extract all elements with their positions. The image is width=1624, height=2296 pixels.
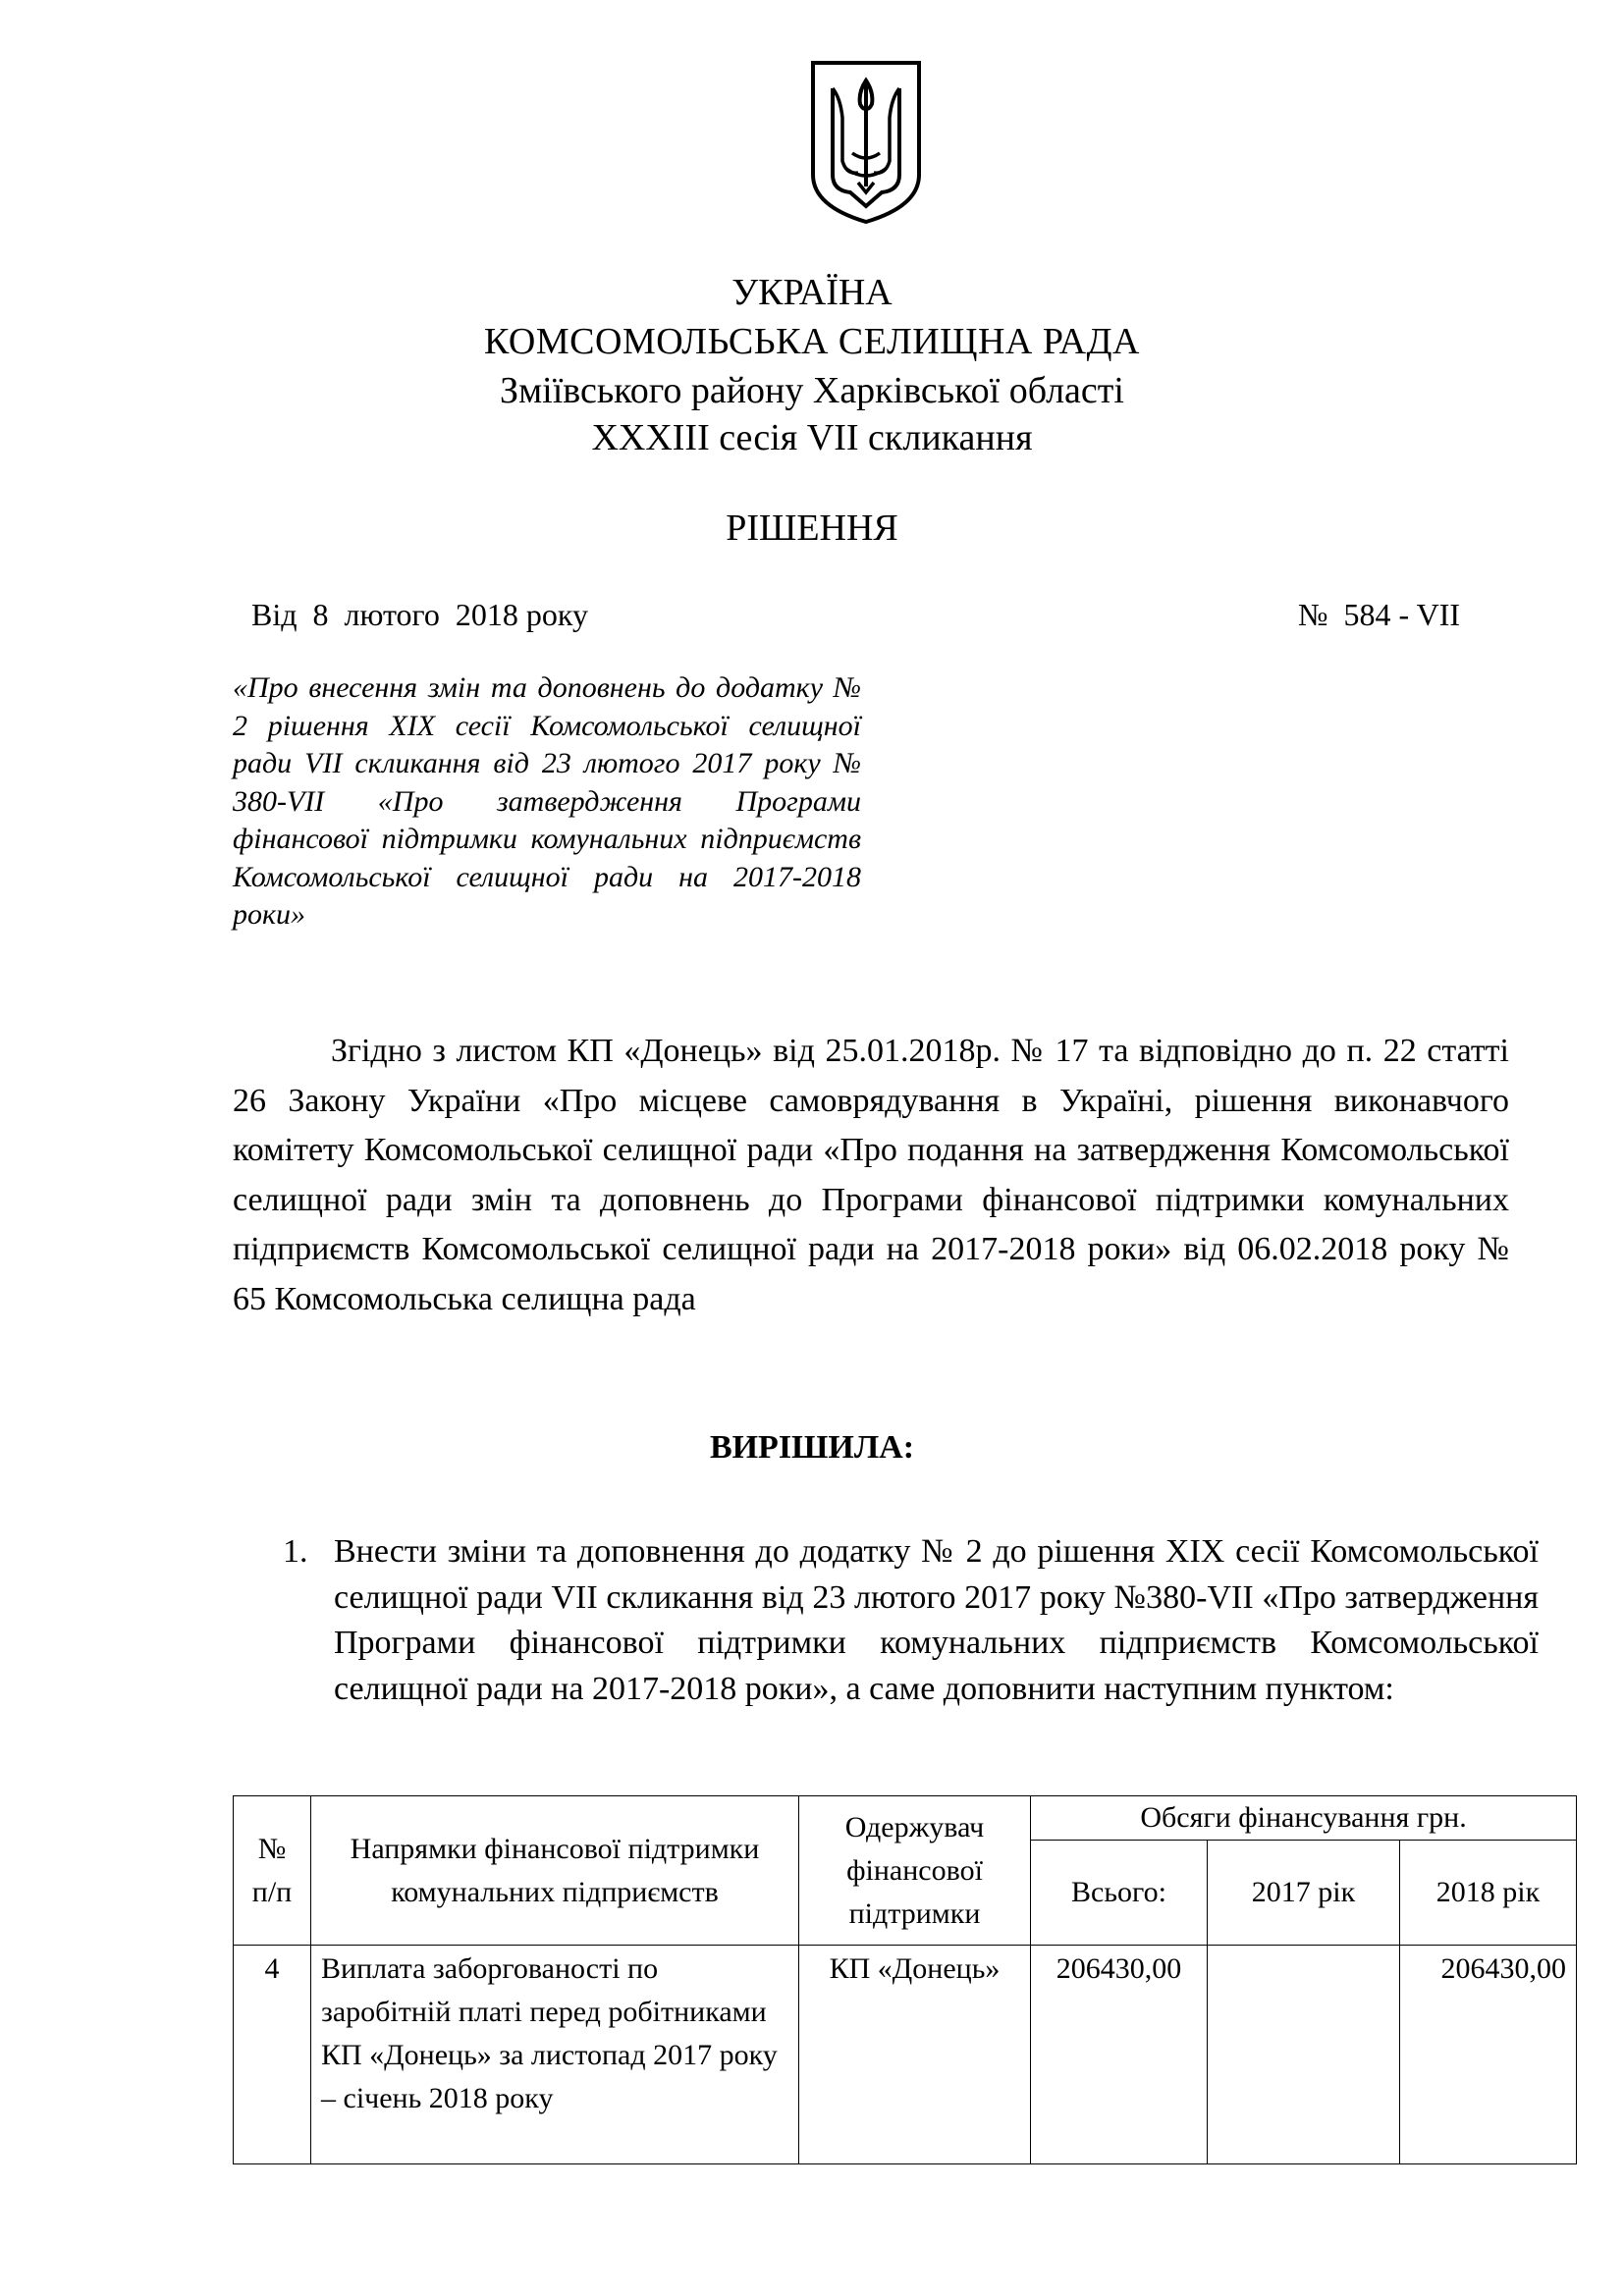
decision-number: № 584 - VII xyxy=(1298,597,1461,632)
header-direction: Напрямки фінансової підтримки комунальних підприємств xyxy=(311,1796,799,1946)
country-title: УКРАЇНА xyxy=(731,272,893,313)
coat-of-arms-emblem xyxy=(807,59,925,226)
header-2018: 2018 рік xyxy=(1400,1841,1577,1946)
header-volumes: Обсяги фінансування грн. xyxy=(1031,1796,1577,1841)
council-title: КОМСОМОЛЬСЬКА СЕЛИЩНА РАДА xyxy=(484,321,1140,362)
table-row xyxy=(234,1946,1577,2164)
basis-paragraph: Згідно з листом КП «Донець» від 25.01.2018р. № 17 та відповідно до п. 22 статті 26 Закону України «Про місцеве самоврядування в Україні, рішення виконавчого комітету Комсомольської селищної ради «Про подання на затвердження Комсомольської селищної ради змін та доповнень до Програми фінансової підтримки комунальних підприємств Комсомольської селищної ради на 2017-2018 роки» від 06.02.2018 року № 65 Комсомольська селищна рада xyxy=(233,1033,1509,1317)
document-type: РІШЕННЯ xyxy=(726,507,898,549)
table-header-row xyxy=(234,1796,1577,1841)
cell-total: 206430,00 xyxy=(1031,1946,1208,2164)
header-num: № п/п xyxy=(234,1796,311,1946)
cell-2018: 206430,00 xyxy=(1400,1946,1577,2164)
decision-subject: «Про внесення змін та доповнень до додатку № 2 рішення XIX сесії Комсомольської селищної ради VII скликання від 23 лютого 2017 року № 380-VII «Про затвердження Програми фінансової підтримки комунальних підприємств Комсомольської селищної ради на 2017-2018 роки» xyxy=(233,671,861,931)
header-total: Всього: xyxy=(1031,1841,1208,1946)
district-line: Зміївського району Харківської області xyxy=(500,370,1124,411)
item-text: Внести зміни та доповнення до додатку № 2 до рішення XIX сесії Комсомольської селищної ради VII скликання від 23 лютого 2017 року №380-VII «Про затвердження Програми фінансової підтримки комунальних підприємств Комсомольської селищної ради на 2017-2018 роки», а саме доповнити наступним пунктом: xyxy=(334,1533,1539,1707)
cell-2017 xyxy=(1208,1946,1400,2164)
item-number: 1. xyxy=(283,1533,308,1570)
cell-num: 4 xyxy=(234,1946,311,2164)
header-recipient: Одержувач фінансової підтримки xyxy=(799,1796,1031,1946)
resolved-heading: ВИРІШИЛА: xyxy=(709,1429,915,1466)
cell-recipient: КП «Донець» xyxy=(799,1946,1031,2164)
cell-direction: Виплата заборгованості по заробітній платі перед робітниками КП «Донець» за листопад 2017 року – січень 2018 року xyxy=(311,1946,799,2164)
header-2017: 2017 рік xyxy=(1208,1841,1400,1946)
decision-date: Від 8 лютого 2018 року xyxy=(251,597,588,632)
session-line: XXXIII сесія VII скликання xyxy=(591,417,1033,458)
financing-table xyxy=(233,1795,1577,2164)
